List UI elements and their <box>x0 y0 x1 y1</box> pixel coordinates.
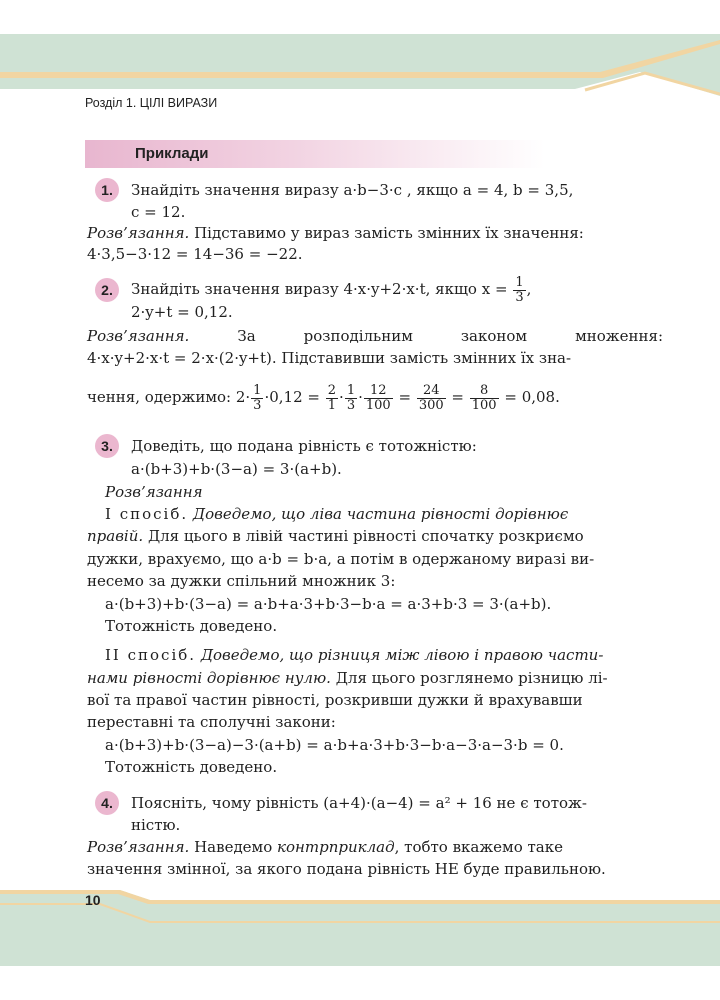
ex2-fraction-6: $\frac{8}{100}$ <box>471 382 497 413</box>
page-number: 10 <box>85 892 101 908</box>
ex1-solution-line-2: 4·3,5−3·12 = 14−36 = −22. <box>87 245 303 263</box>
ex1-solution-label: Розв’язання. <box>87 224 190 242</box>
ex4-solution-line-2: значення змінної, за якого подана рівність НЕ буде правильною. <box>87 860 606 878</box>
ex2-x-fraction <box>513 276 525 305</box>
ex2-question-text: Знайдіть значення виразу 4·x·y+2·x·t, якщо x = <box>131 280 508 298</box>
ex3-method2-done: Тотожність доведено. <box>105 758 278 776</box>
ex2-fraction-4: $\frac{12}{100}$ <box>365 382 391 413</box>
ex1-question-line-2: c = 12. <box>131 203 186 221</box>
ex4-solution-line-1 <box>87 837 563 857</box>
ex2-calc-end: = 0,08. <box>504 388 560 406</box>
section-title: Розділ 1. ЦІЛІ ВИРАЗИ <box>85 96 218 110</box>
ex3-method1-line-4: несемо за дужки спільний множник 3: <box>87 572 396 590</box>
ex3-method2-equation: a·(b+3)+b·(3−a)−3·(a+b) = a·b+a·3+b·3−b·a−3·a−3·b = 0. <box>105 736 564 754</box>
ex3-method2-italic-2: нами рівності дорівнює нулю. <box>87 669 331 687</box>
ex3-method1-equation: a·(b+3)+b·(3−a) = a·b+a·3+b·3−b·a = a·3+b·3 = 3·(a+b). <box>105 595 552 613</box>
ex2-solution-line-2: 4·x·y+2·x·t = 2·x·(2·y+t). Підставивши замість змінних їх зна- <box>87 349 572 367</box>
ex3-method1-line-2 <box>87 526 584 546</box>
ex2-fraction-2: $\frac{2}{1}$ <box>327 382 337 413</box>
ex3-method1-text-2: Для цього в лівій частині рівності спочатку розкриємо <box>143 527 584 545</box>
ex3-method2-label: ІІ спосіб. <box>105 646 197 664</box>
ex2-calc-mid: ·0,12 = <box>264 388 320 406</box>
ex1-solution-text: Підставимо у вираз замість змінних їх значення: <box>189 224 584 242</box>
ex3-method1-italic-2: правій. <box>87 527 144 545</box>
ex3-method2-line-2 <box>87 668 608 688</box>
ex2-calc-start: чення, одержимо: 2· <box>87 388 251 406</box>
ex1-question-line-1: Знайдіть значення виразу a·b−3·c , якщо a = 4, b = 3,5, <box>131 181 574 199</box>
ex3-method2-line-4: переставні та сполучні закони: <box>87 713 336 731</box>
ex4-solution-label: Розв’язання. <box>87 838 190 856</box>
footer-decoration <box>0 884 720 966</box>
ex3-question-line-2: a·(b+3)+b·(3−a) = 3·(a+b). <box>131 460 342 478</box>
ex3-method2-line-1 <box>105 645 603 665</box>
ex4-question-line-2: ністю. <box>131 816 181 834</box>
ex2-question-comma: , <box>526 280 532 298</box>
ex4-question-line-1: Поясніть, чому рівність (a+4)·(a−4) = a² + 16 не є тотож- <box>131 794 587 812</box>
ex2-question-line-2: 2·y+t = 0,12. <box>131 303 233 321</box>
ex2-solution-line-1 <box>87 326 663 346</box>
ex3-method1-label: І спосіб. <box>105 505 189 523</box>
ex3-method2-line-3: вої та правої частин рівності, розкривши дужки й врахувавши <box>87 691 583 709</box>
ex3-question-line-1: Доведіть, що подана рівність є тотожністю: <box>131 437 477 455</box>
ex3-method2-italic: Доведемо, що різниця між лівою і правою части- <box>196 646 604 664</box>
ex2-x-numerator: 1 <box>515 274 524 290</box>
examples-title: Приклади <box>135 145 209 162</box>
footer-band <box>0 884 720 966</box>
ex3-method1-italic: Доведемо, що ліва частина рівності дорівнює <box>188 505 569 523</box>
ex4-solution-text-a: Наведемо <box>189 838 278 856</box>
ex4-solution-text-b: , тобто вкажемо таке <box>394 838 564 856</box>
ex3-method1-done: Тотожність доведено. <box>105 617 278 635</box>
ex2-solution-text: За розподільним законом множення: <box>237 327 663 345</box>
ex2-fraction-1: $\frac{1}{3}$ <box>253 382 262 413</box>
ex3-solution-label: Розв’язання <box>105 483 203 501</box>
example-number-3: 3. <box>95 434 119 458</box>
ex2-x-denominator: 3 <box>515 289 524 305</box>
ex1-solution-line-1 <box>87 223 584 243</box>
example-number-2: 2. <box>95 278 119 302</box>
ex2-fraction-3: $\frac{1}{3}$ <box>346 382 356 413</box>
ex3-method1-line-3: дужки, врахуємо, що a·b = b·a, а потім в одержаному виразі ви- <box>87 550 595 568</box>
ex2-fraction-5: $\frac{24}{300}$ <box>418 382 444 413</box>
ex2-solution-label: Розв’язання. <box>87 327 190 345</box>
ex3-method1-line-1 <box>105 504 568 524</box>
ex2-solution-line-3: чення, одержимо: 2· $\frac{1}{3}$ ·0,12 = $\frac{2}{1}$ · $\frac{1}{3}$ · $\frac{12}{100}$ = $\frac{24}{300}$ = $\frac{8}{100}$ = 0,08. <box>87 382 560 413</box>
ex4-solution-italic: контрприклад <box>277 838 395 856</box>
example-number-4: 4. <box>95 791 119 815</box>
ex3-method2-text-2: Для цього розглянемо різницю лі- <box>330 669 608 687</box>
example-number-1: 1. <box>95 178 119 202</box>
